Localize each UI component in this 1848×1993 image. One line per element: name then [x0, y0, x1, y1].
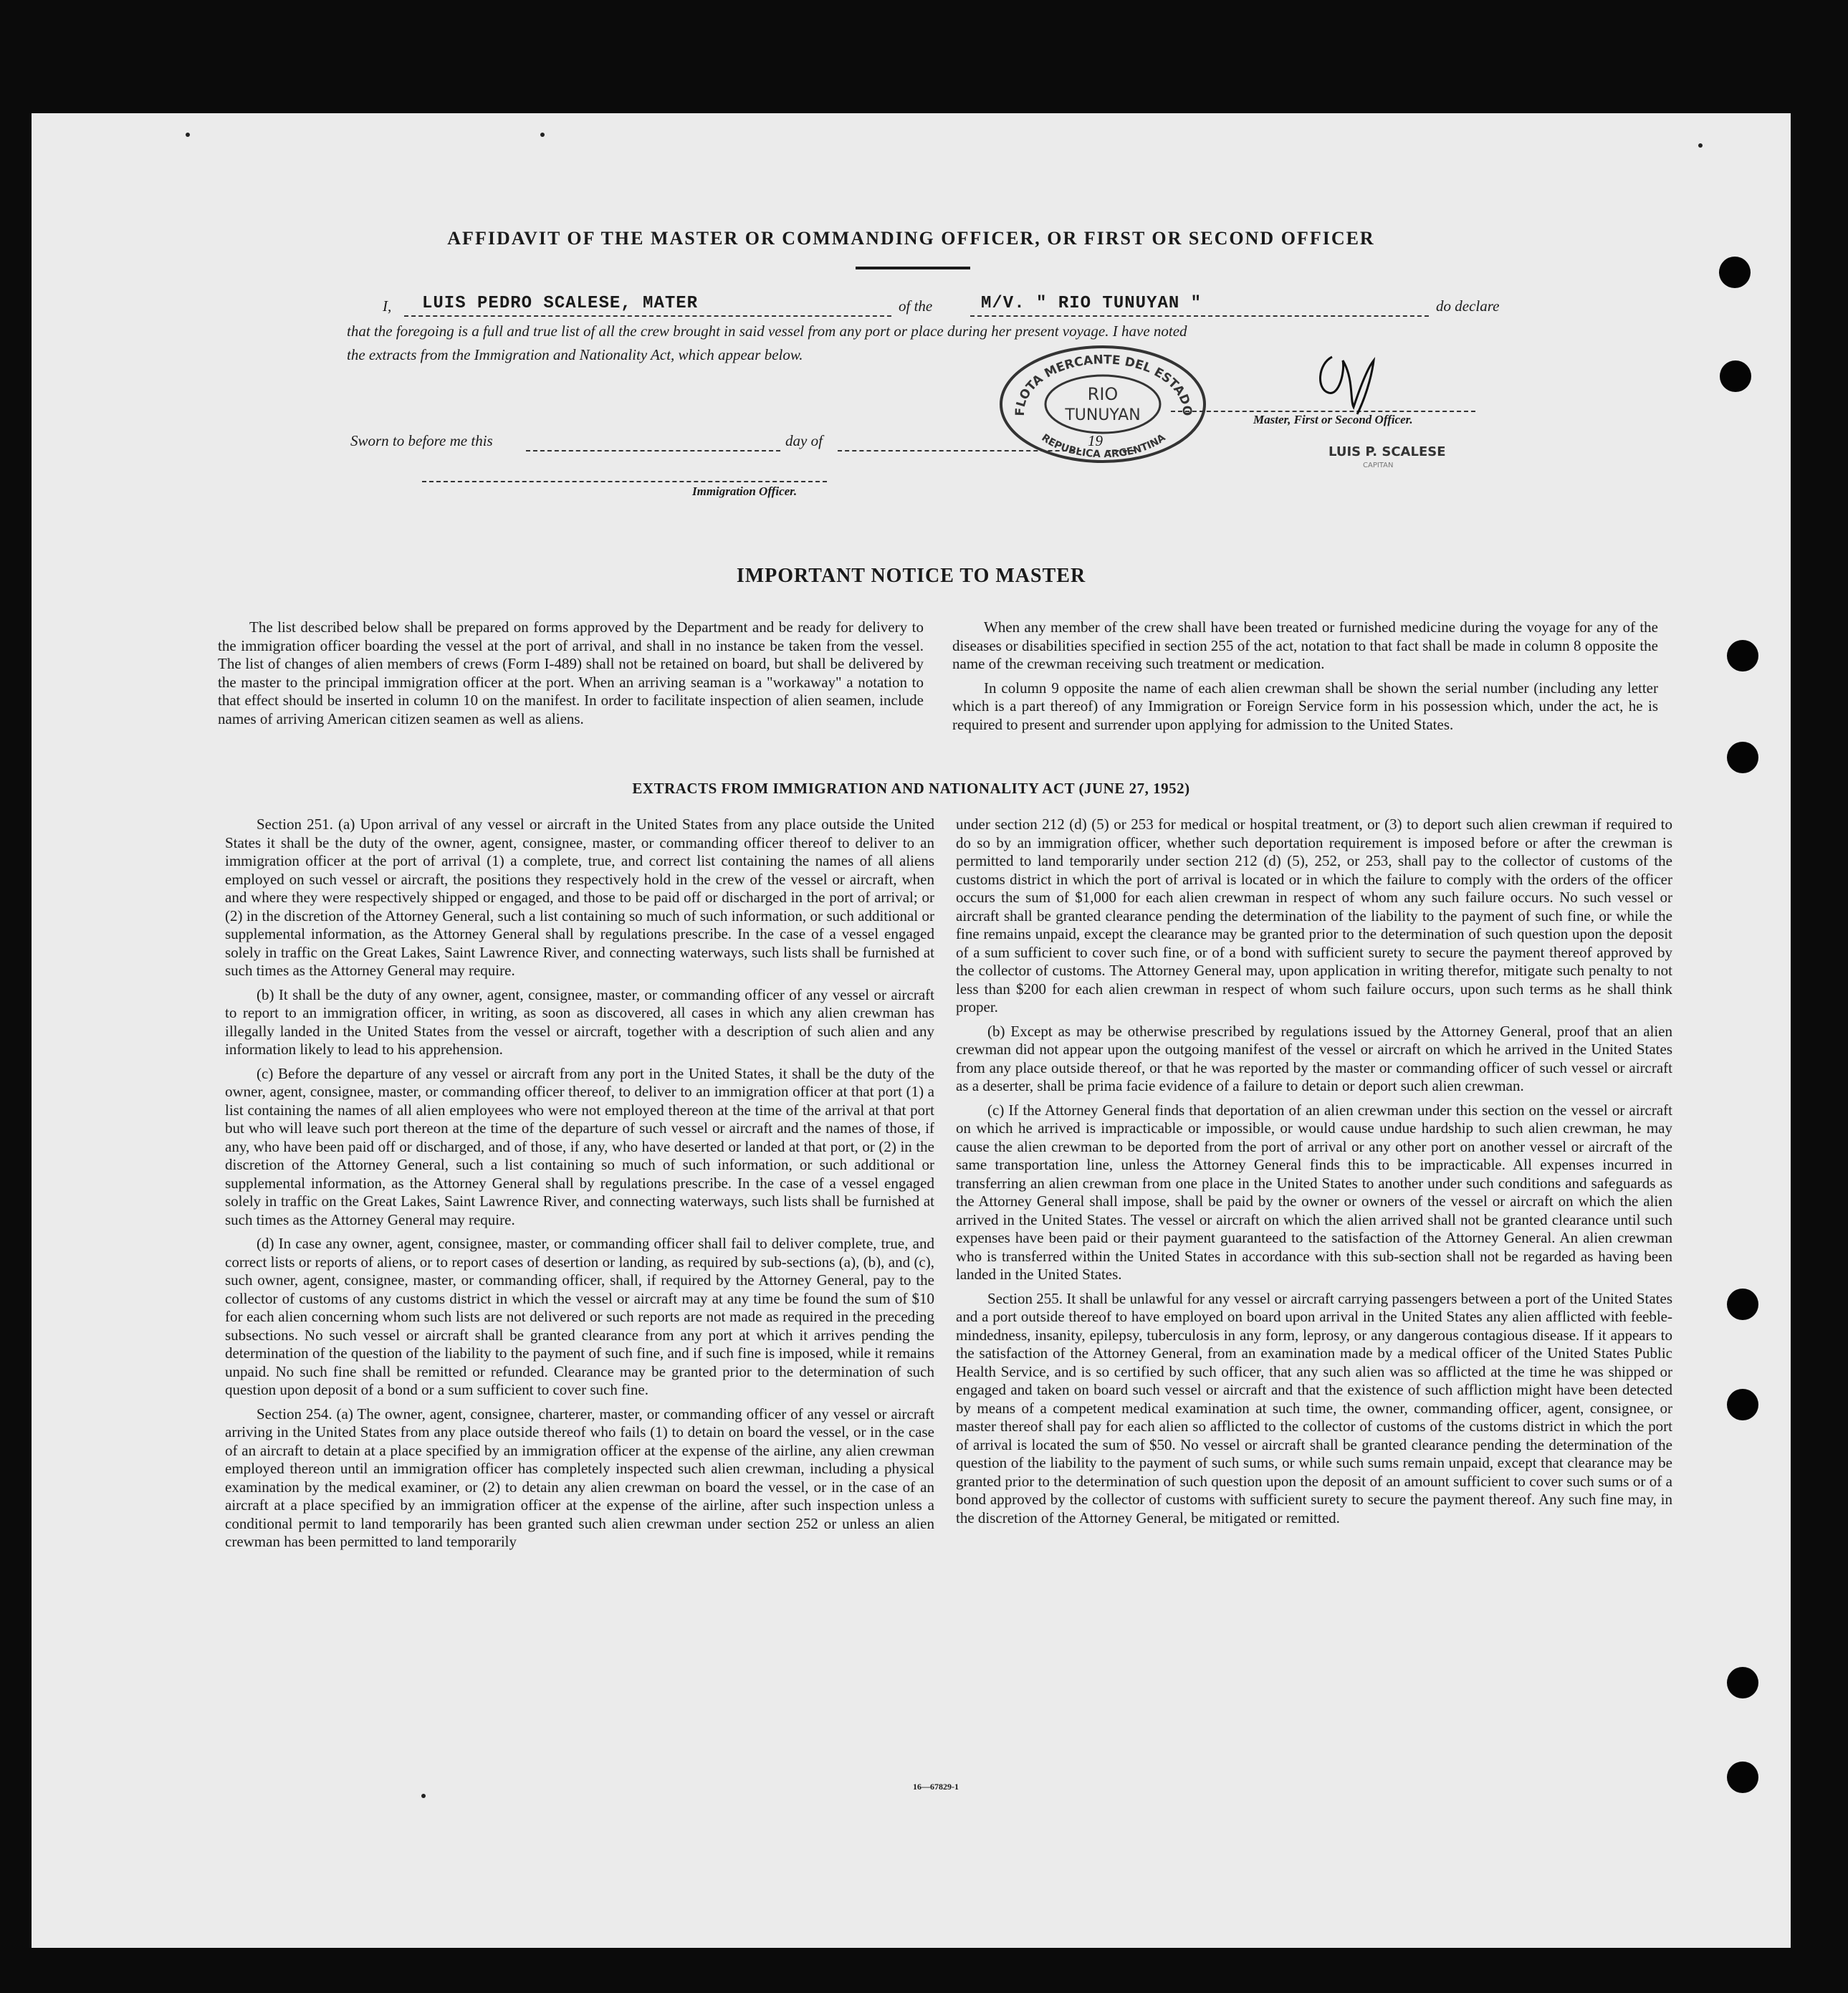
- notice-left-paragraph: The list described below shall be prepared on forms approved by the Department and be ready for delivery to the immigration officer boarding the vessel at the port of arrival, and shall in no instance be taken from the vessel. The list of changes of alien members of crews (Form I-489) shall not be retained on board, but shall be delivered by the master to the principal immigration officer at the port. When an arriving seaman is a "workaway" a notation to that effect should be inserted in column 10 on the manifest. In order to facilitate inspection of alien seamen, include names of arriving American citizen seamen as well as aliens.: [218, 618, 924, 727]
- sworn-date-line: [526, 450, 780, 451]
- notice-right-column: [952, 618, 1658, 740]
- stamp-line-1: RIO: [1087, 384, 1119, 404]
- handwritten-signature: [1311, 350, 1389, 418]
- section-251-c: (c) Before the departure of any vessel or aircraft from any port in the United States, it shall be the duty of the owner, agent, consignee, master, or commanding officer thereof, to deliver to an immigration officer at that port (1) a list containing the names of all alien employees who were not employed thereon at the time of the arrival at that port but who will leave such port thereon at the time of the departure of such vessel or aircraft and the names of those, if any, who have been paid off or discharged, and of those, if any, who have deserted or landed at that port, or (2) in the discretion of the Attorney General, such a list containing so much of such information, or such additional or supplemental information, as the Attorney General shall by regulations prescribe. In the case of a vessel engaged solely in traffic on the Great Lakes, Saint Lawrence River, and connecting waterways, such lists shall be furnished at such times as the Attorney General may require.: [225, 1064, 934, 1228]
- section-251-a: Section 251. (a) Upon arrival of any vessel or aircraft in the United States from any place outside the United States it shall be the duty of the owner, agent, consignee, master, or commanding officer thereof to deliver to an immigration officer at the port of arrival (1) a complete, true, and correct list containing the names of all aliens employed on such vessel or aircraft, the positions they respectively hold in the crew of the vessel or aircraft, when and where they were respectively shipped or engaged, and those to be paid off or discharged in the port of arrival; or (2) in the discretion of the Attorney General, such a list containing so much of such information, or such additional or supplemental information, as the Attorney General shall by regulations prescribe. In the case of a vessel engaged solely in traffic on the Great Lakes, Saint Lawrence River, and connecting waterways, such lists shall be furnished at such times as the Attorney General may require.: [225, 816, 934, 979]
- do-declare-label: do declare: [1436, 297, 1500, 315]
- punch-hole: [1727, 1389, 1758, 1420]
- name-line: [404, 315, 891, 317]
- form-number: 16—67829-1: [913, 1782, 959, 1792]
- vessel-name: M/V. " RIO TUNUYAN ": [981, 294, 1202, 313]
- day-of-label: day of: [785, 432, 823, 449]
- extracts-left-column: [225, 816, 934, 1557]
- extracts-title: EXTRACTS FROM IMMIGRATION AND NATIONALITY ACT (JUNE 27, 1952): [632, 780, 1190, 797]
- section-251-d: (d) In case any owner, agent, consignee, master, or commanding officer shall fail to deliver complete, true, and correct lists or reports of aliens, or to report cases of desertion or landing, as required by sub-sections (a), (b), and (c), such owner, agent, consignee, master, or commanding officer, shall, if required by the Attorney General, pay to the collector of customs of any customs district in which the vessel or aircraft may at any time be found the sum of $10 for each alien concerning whom such lists are not delivered or such reports are not made as required in the preceding subsections. No such vessel or aircraft shall be granted clearance from any port at which it arrives pending the determination of the question of the liability to the payment of such fine, and if such fine is imposed, while it remains unpaid. No such fine shall be remitted or refunded. Clearance may be granted prior to the determination of such question upon deposit of a bond or a sum sufficient to cover such fine.: [225, 1235, 934, 1398]
- scan-speck: [186, 133, 190, 137]
- punch-hole: [1727, 742, 1758, 773]
- declaration-line-2: that the foregoing is a full and true list of all the crew brought in said vessel from any port or place during her present voyage. I have noted: [347, 322, 1187, 340]
- punch-hole: [1727, 1667, 1758, 1698]
- section-254-a: Section 254. (a) The owner, agent, consignee, charterer, master, or commanding officer of any vessel or aircraft arriving in the United States from any place outside thereof who fails (1) to detain on board the vessel, or in the case of an aircraft to detain at a place specified by an immigration officer at the expense of the airline, any alien crewman employed thereon until an immigration officer has completely inspected such alien crewman, including a physical examination by the medical examiner, or (2) to detain any alien crewman on board the vessel, or in the case of an aircraft at a place specified by an immigration officer at the expense of the airline, after such inspection unless a conditional permit to land temporarily has been granted such alien crewman under section 252 or unless an alien crewman has been permitted to land temporarily: [225, 1405, 934, 1550]
- year-label: 19: [1088, 432, 1103, 449]
- vessel-stamp: [995, 341, 1210, 467]
- notice-title: IMPORTANT NOTICE TO MASTER: [736, 565, 1086, 587]
- scan-speck: [1698, 143, 1703, 148]
- immigration-officer-line: [422, 481, 827, 482]
- section-254-c: (c) If the Attorney General finds that deportation of an alien crewman under this section on the vessel or aircraft on which he arrived is impracticable or impossible, or would cause undue hardship to such alien crewman, he may cause the alien crewman to be deported from the port of arrival or any other port on another vessel or aircraft of the same transportation line, unless the Attorney General finds this to be impracticable. All expenses incurred in transferring an alien crewman from one place in the United States to another under such conditions and safeguards as the Attorney General shall impose, shall be paid by the owner or owners of the vessel or aircraft on which the alien arrived in the United States. The vessel or aircraft on which the alien arrived shall not be granted clearance until such expenses have been paid or their payment guaranteed to the satisfaction of the Attorney General. An alien crewman who is transferred within the United States in accordance with this sub-section shall not be regarded as having been landed in the United States.: [956, 1101, 1672, 1283]
- document-page: [32, 113, 1791, 1948]
- title-rule: [856, 267, 970, 269]
- stamp-ring-top: FLOTA MERCANTE DEL ESTADO: [1012, 353, 1195, 416]
- sworn-label: Sworn to before me this: [350, 432, 493, 449]
- notice-left-column: [218, 618, 924, 734]
- immigration-officer-label: Immigration Officer.: [692, 484, 798, 498]
- i-label: I,: [383, 297, 392, 315]
- master-label: Master, First or Second Officer.: [1253, 413, 1413, 426]
- punch-hole: [1727, 1289, 1758, 1320]
- punch-hole: [1727, 640, 1758, 671]
- stamp-ring-bottom: REPUBLICA ARGENTINA: [1039, 431, 1168, 461]
- extracts-right-column: [956, 816, 1672, 1533]
- of-the-label: of the: [899, 297, 933, 315]
- notice-right-paragraph-2: In column 9 opposite the name of each alien crewman shall be shown the serial number (including any letter which is a part thereof) of any Immigration or Foreign Service form in his possession which, under the act, he is required to present and surrender upon applying for admission to the United States.: [952, 679, 1658, 733]
- section-254-a-continued: under section 212 (d) (5) or 253 for medical or hospital treatment, or (3) to deport such alien crewman if required to do so by an immigration officer, whether such deportation requirement is imposed before or after the crewman is permitted to land temporarily under section 212 (d) (5), 252, or 253, shall pay to the collector of customs of the customs district in which the port of arrival is located or in which the failure to comply with the orders of the officer occurs the sum of $1,000 for each alien crewman in respect of whom any such failure occurs. No such vessel or aircraft shall be granted clearance pending the determination of the liability to the payment of such fine, or while the fine remains unpaid, except the clearance may be granted prior to the determination of such question upon the deposit of a sum sufficient to cover such fine, or of a bond with sufficient surety to secure the payment thereof approved by the collector of customs. The Attorney General may, upon application in writing therefor, mitigate such penalty to not less than $200 for each alien crewman in respect of whom such failure occurs, upon such terms as he shall think proper.: [956, 816, 1672, 1015]
- stamp-line-2: TUNUYAN: [1065, 406, 1141, 424]
- section-254-b: (b) Except as may be otherwise prescribed by regulations issued by the Attorney General, proof that an alien crewman did not appear upon the outgoing manifest of the vessel or aircraft on which he arrived in the United States from any place outside thereof, or that he was reported by the master or commanding officer of such vessel or aircraft as a deserter, shall be prima facie evidence of a failure to detain or deport such alien crewman.: [956, 1022, 1672, 1094]
- punch-hole: [1727, 1762, 1758, 1793]
- section-255: Section 255. It shall be unlawful for any vessel or aircraft carrying passengers between a port of the United States and a port outside thereof to have employed on board upon arrival in the United States any alien afflicted with feeble-mindedness, insanity, epilepsy, tuberculosis in any form, leprosy, or any dangerous contagious disease. If it appears to the satisfaction of the Attorney General, from an examination made by a medical officer of the United States Public Health Service, and is so certified by such officer, that any such alien was so afflicted at the time he was shipped or engaged and taken on board such vessel or aircraft and that the existence of such affliction might have been detected by means of a competent medical examination at such time, the owner, commanding officer, agent, consignee, or master thereof shall pay for each alien so afflicted to the collector of customs of the customs district in which the port of arrival is located the sum of $50. No vessel or aircraft shall be granted clearance pending the determination of the question of the liability to the payment of such sums, or while such sums remain unpaid, except that clearance may be granted prior to the determination of such question upon the deposit of an amount sufficient to cover such sums or of a bond approved by the collector of customs with sufficient surety to secure the payment thereof. Any such fine may, in the discretion of the Attorney General, be mitigated or remitted.: [956, 1289, 1672, 1526]
- vessel-line: [970, 315, 1429, 317]
- scan-speck: [421, 1794, 426, 1798]
- master-name: LUIS PEDRO SCALESE, MATER: [422, 294, 699, 313]
- affidavit-title: AFFIDAVIT OF THE MASTER OR COMMANDING OFFICER, OR FIRST OR SECOND OFFICER: [447, 228, 1375, 249]
- notice-right-paragraph-1: When any member of the crew shall have been treated or furnished medicine during the voyage for any of the diseases or disabilities specified in section 255 of the act, notation to that fact shall be made in column 8 opposite the name of the crewman receiving such treatment or medication.: [952, 618, 1658, 672]
- punch-hole: [1720, 360, 1751, 392]
- signature-name-stamp: LUIS P. SCALESE: [1328, 444, 1446, 459]
- punch-hole: [1719, 257, 1751, 288]
- scan-speck: [540, 133, 545, 137]
- section-251-b: (b) It shall be the duty of any owner, agent, consignee, master, or commanding officer of any vessel or aircraft to report to an immigration officer, in writing, as soon as discovered, all cases in which any alien crewman has illegally landed in the United States from the vessel or aircraft, together with a description of such alien and any information likely to lead to his apprehension.: [225, 985, 934, 1058]
- signature-sub: CAPITAN: [1363, 462, 1394, 469]
- declaration-line-3: the extracts from the Immigration and Nationality Act, which appear below.: [347, 346, 803, 363]
